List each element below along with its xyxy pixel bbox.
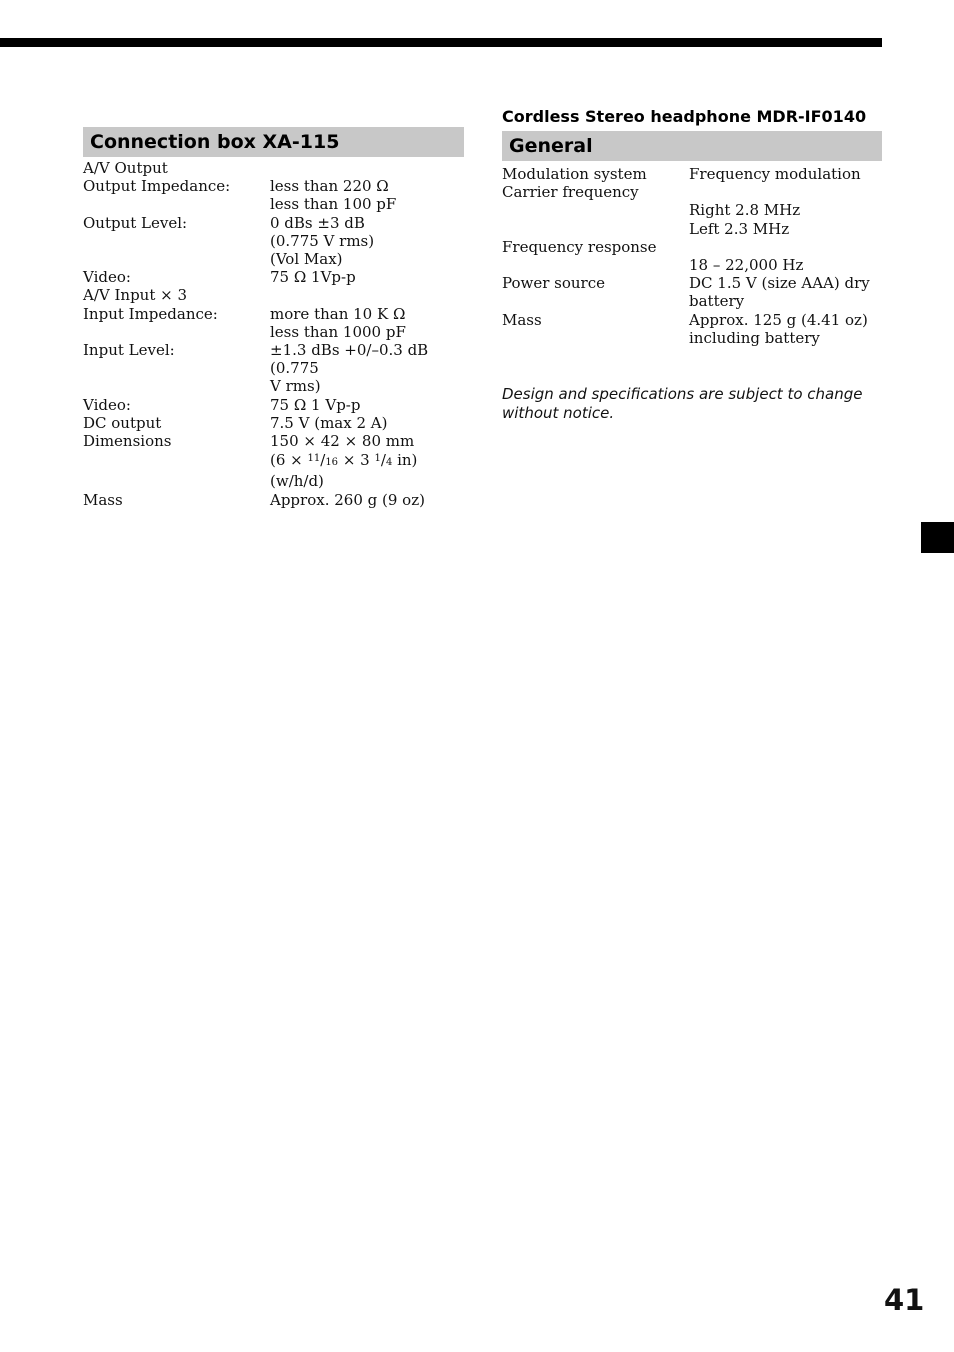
fraction-denominator: 4 — [385, 457, 393, 469]
spec-label: A/V Input × 3 — [83, 286, 188, 305]
spec-row — [502, 183, 882, 238]
fraction-denominator: 16 — [325, 457, 339, 469]
fraction-numerator: 11 — [307, 453, 321, 465]
fraction-slash: / — [380, 451, 386, 470]
fraction-numerator: 1 — [374, 453, 381, 465]
general-heading: General — [502, 131, 882, 161]
spec-value — [689, 274, 882, 310]
spec-label: Carrier frequency — [502, 183, 639, 202]
spec-value — [270, 305, 464, 341]
spec-value-line: including battery — [689, 328, 820, 347]
spec-label: Video: — [83, 268, 131, 287]
spec-label: Dimensions — [83, 432, 172, 451]
spec-label: Mass — [502, 310, 542, 329]
spec-value — [689, 165, 882, 183]
connection-box-spec-list — [83, 159, 464, 509]
spec-value-line — [689, 183, 882, 201]
spec-row — [83, 341, 464, 396]
spec-value-line — [689, 238, 882, 256]
headphone-section — [502, 106, 882, 422]
spec-row — [502, 165, 882, 183]
spec-value-line: (0.775 V rms) — [270, 231, 375, 250]
spec-value-line: Left 2.3 MHz — [689, 219, 790, 238]
spec-label: A/V Output — [83, 159, 168, 177]
spec-row — [502, 311, 882, 347]
spec-row — [83, 432, 464, 491]
side-tab-marker — [921, 522, 954, 553]
spec-value — [689, 238, 882, 274]
spec-value-line: 7.5 V (max 2 A) — [270, 413, 388, 432]
spec-row — [83, 177, 464, 213]
spec-value — [270, 159, 464, 177]
spec-label: Power source — [502, 274, 606, 293]
spec-value-line: Right 2.8 MHz — [689, 201, 801, 220]
spec-value — [270, 432, 464, 491]
connection-box-heading: Connection box XA-115 — [83, 127, 464, 157]
spec-value — [689, 183, 882, 238]
spec-row — [83, 286, 464, 304]
connection-box-section — [83, 127, 464, 509]
spec-value-line: Approx. 125 g (4.41 oz) — [689, 310, 868, 329]
spec-label: Input Impedance: — [83, 304, 218, 323]
spec-value — [270, 491, 464, 509]
spec-label: Modulation system — [502, 165, 647, 183]
spec-value-line: less than 1000 pF — [270, 322, 406, 341]
fraction-slash: / — [320, 451, 326, 470]
spec-label: Output Level: — [83, 213, 188, 232]
spec-label: Mass — [83, 490, 123, 509]
spec-value-line: 75 Ω 1 Vp-p — [270, 395, 361, 414]
spec-value-line: Frequency modulation — [689, 165, 861, 183]
spec-row — [83, 214, 464, 269]
dimensions-mid: × 3 — [342, 451, 370, 470]
spec-value-line: 18 – 22,000 Hz — [689, 255, 804, 274]
spec-row — [83, 159, 464, 177]
specifications-note: Design and specifications are subject to change without notice. — [502, 385, 863, 422]
spec-value — [270, 177, 464, 213]
spec-value-line: less than 220 Ω — [270, 177, 389, 196]
spec-value — [270, 286, 464, 304]
spec-value-line: 150 × 42 × 80 mm — [270, 432, 415, 451]
spec-value-line: V rms) — [270, 377, 321, 396]
headphone-product-title: Cordless Stereo headphone MDR-IF0140 — [502, 107, 867, 126]
spec-row — [83, 491, 464, 509]
dimensions-imperial — [270, 450, 464, 472]
spec-value — [270, 268, 464, 286]
dimensions-order: (w/h/d) — [270, 472, 324, 491]
top-rule — [0, 38, 882, 47]
dimensions-close: in) — [397, 451, 418, 470]
spec-value-line: ±1.3 dBs +0/–0.3 dB (0.775 — [270, 341, 429, 378]
spec-value-line: DC 1.5 V (size AAA) dry — [689, 274, 870, 293]
spec-value-line: 75 Ω 1Vp-p — [270, 268, 356, 287]
spec-row — [83, 414, 464, 432]
spec-label: Video: — [83, 395, 131, 414]
spec-row — [83, 396, 464, 414]
headphone-spec-list — [502, 165, 882, 347]
spec-row — [502, 274, 882, 310]
spec-value — [689, 311, 882, 347]
spec-value-line: (Vol Max) — [270, 250, 343, 269]
spec-value — [270, 341, 464, 396]
spec-value-line: less than 100 pF — [270, 195, 397, 214]
spec-row — [83, 268, 464, 286]
page-number: 41 — [884, 1283, 925, 1317]
spec-label: Input Level: — [83, 341, 175, 360]
spec-label: Output Impedance: — [83, 177, 231, 196]
spec-row — [502, 238, 882, 274]
spec-value-line: 0 dBs ±3 dB — [270, 213, 365, 232]
spec-value-line: Approx. 260 g (9 oz) — [270, 490, 425, 509]
dimensions-open: (6 × — [270, 451, 303, 470]
spec-value — [270, 414, 464, 432]
spec-row — [83, 305, 464, 341]
spec-value-line: battery — [689, 292, 745, 311]
spec-value — [270, 396, 464, 414]
spec-label: DC output — [83, 413, 162, 432]
spec-value — [270, 214, 464, 269]
spec-label: Frequency response — [502, 237, 657, 256]
spec-value-line: more than 10 K Ω — [270, 304, 406, 323]
